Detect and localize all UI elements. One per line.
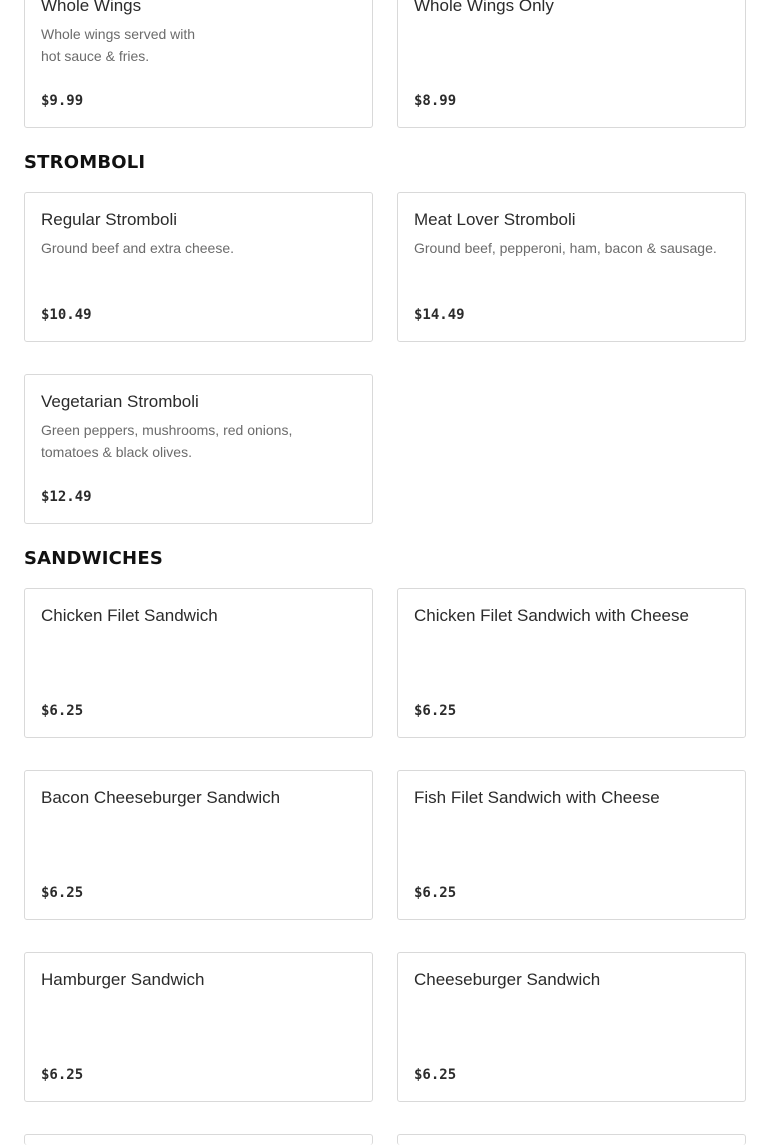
item-name: Whole Wings Only xyxy=(414,0,554,15)
item-price: $9.99 xyxy=(41,93,84,109)
item-price: $6.25 xyxy=(41,885,84,901)
item-description: Ground beef and extra cheese. xyxy=(41,240,235,256)
item-price: $6.25 xyxy=(41,703,84,719)
item-description: Ground beef, pepperoni, ham, bacon & sausage. xyxy=(414,240,717,256)
section-title-sandwiches: SANDWICHES xyxy=(24,548,163,569)
item-name: Chicken Filet Sandwich xyxy=(41,606,218,625)
menu-item-card[interactable] xyxy=(397,770,746,920)
item-name: Hamburger Sandwich xyxy=(41,970,205,989)
menu-item-card[interactable] xyxy=(24,770,373,920)
item-price: $6.25 xyxy=(414,885,457,901)
menu-item-card[interactable] xyxy=(24,1134,373,1145)
menu-item-card[interactable] xyxy=(397,0,746,128)
item-name: Bacon Cheeseburger Sandwich xyxy=(41,788,281,807)
item-price: $8.99 xyxy=(414,93,457,109)
menu-item-card[interactable] xyxy=(397,588,746,738)
item-name: Regular Stromboli xyxy=(41,210,178,229)
menu-item-card[interactable] xyxy=(24,374,373,524)
menu-item-card[interactable] xyxy=(397,1134,746,1145)
item-name: Fish Filet Sandwich with Cheese xyxy=(414,788,660,807)
item-price: $6.25 xyxy=(41,1067,84,1083)
menu-item-card[interactable] xyxy=(24,952,373,1102)
item-price: $10.49 xyxy=(41,307,92,323)
section-title-stromboli: STROMBOLI xyxy=(24,152,146,173)
item-price: $6.25 xyxy=(414,703,457,719)
item-description: Whole wings served with hot sauce & fries. xyxy=(41,26,196,64)
menu-item-card[interactable] xyxy=(24,192,373,342)
item-name: Vegetarian Stromboli xyxy=(41,392,199,411)
item-price: $6.25 xyxy=(414,1067,457,1083)
menu-item-card[interactable] xyxy=(397,192,746,342)
item-name: Meat Lover Stromboli xyxy=(414,210,576,229)
menu-item-card[interactable] xyxy=(397,952,746,1102)
item-name: Cheeseburger Sandwich xyxy=(414,970,601,989)
item-price: $12.49 xyxy=(41,489,92,505)
menu-item-card[interactable] xyxy=(24,0,373,128)
menu-item-card[interactable] xyxy=(24,588,373,738)
item-price: $14.49 xyxy=(414,307,465,323)
item-name: Chicken Filet Sandwich with Cheese xyxy=(414,606,689,625)
item-name: Whole Wings xyxy=(41,0,142,15)
item-description: Green peppers, mushrooms, red onions, tomatoes & black olives. xyxy=(41,422,293,460)
